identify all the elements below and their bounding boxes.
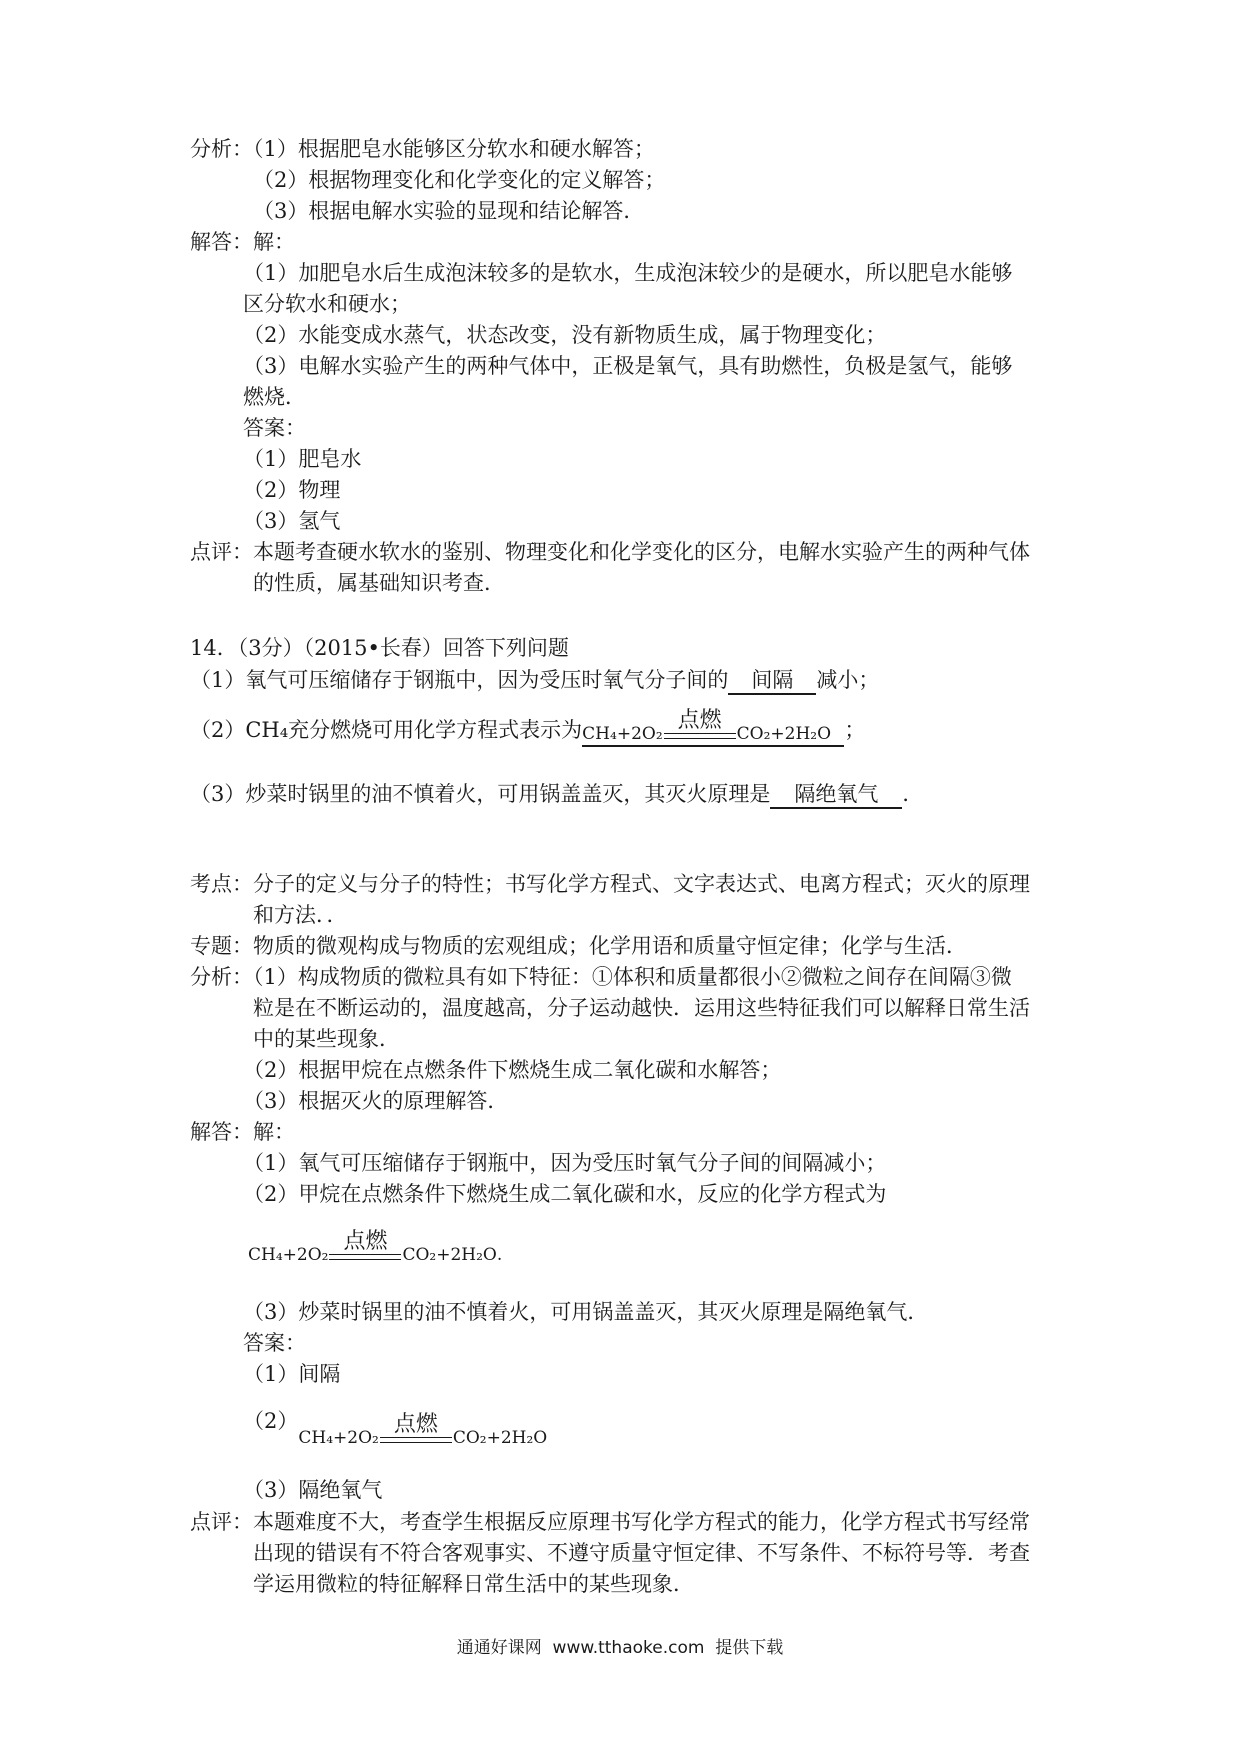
q13-analysis-line-1: 分析：（1）根据肥皂水能够区分软水和硬水解答； (190, 137, 655, 161)
q14-part-2: （2）CH₄充分燃烧可用化学方程式表示为 CH₄+2O₂ 点燃 CO₂+2H₂O ； (190, 700, 865, 760)
q14-kaodian-line-2: 和方法．． (253, 903, 348, 927)
q14-blank-3: 隔绝氧气 (770, 781, 902, 809)
q14-blank-1: 间隔 (728, 667, 816, 695)
page-footer (0, 1636, 1240, 1660)
footer-action: 提供下载 (715, 1638, 784, 1658)
footer-site: 通通好课网 (456, 1638, 542, 1658)
q14-analysis-line-1: 分析：（1）构成物质的微粒具有如下特征：①体积和质量都很小②微粒之间存在间隔③微 (190, 965, 1012, 989)
equation-solution: CH₄+2O₂ 点燃 CO₂+2H₂O . (248, 1229, 503, 1265)
q13-answer-label: 答案： (243, 416, 306, 440)
q13-answer-3: （3）氢气 (243, 509, 341, 533)
q14-zhuanti: 专题：物质的微观构成与物质的宏观组成；化学用语和质量守恒定律；化学与生活． (190, 934, 967, 958)
q14-analysis-line-4: （2）根据甲烷在点燃条件下燃烧生成二氧化碳和水解答； (243, 1058, 782, 1082)
q14-comment-line-3: 学运用微粒的特征解释日常生活中的某些现象． (253, 1572, 694, 1596)
q14-blank-2 (582, 709, 844, 747)
q14-part-3: （3）炒菜时锅里的油不慎着火，可用锅盖盖灭，其灭火原理是 隔绝氧气 ． (190, 780, 923, 809)
q14-solution-label: 解答：解： (190, 1120, 295, 1144)
q13-solution-line-3: （2）水能变成水蒸气，状态改变，没有新物质生成，属于物理变化； (243, 323, 887, 347)
q14-comment-line-2: 出现的错误有不符合客观事实、不遵守质量守恒定律、不写条件、不标符号等．考查 (253, 1541, 1030, 1565)
equation-blank: CH₄+2O₂ 点燃 CO₂+2H₂O (582, 708, 832, 744)
q13-solution-line-2: 区分软水和硬水； (243, 292, 411, 316)
q14-solution-equation (248, 1210, 502, 1266)
q14-kaodian-line-1: 考点：分子的定义与分子的特性；书写化学方程式、文字表达式、电离方程式；灭火的原理 (190, 872, 1030, 896)
q14-header: 14．（3分）（2015•长春）回答下列问题 (190, 636, 569, 660)
q13-solution-line-5: 燃烧． (243, 385, 306, 409)
q14-solution-line-3: （3）炒菜时锅里的油不慎着火，可用锅盖盖灭，其灭火原理是隔绝氧气． (243, 1300, 929, 1324)
q13-solution-label: 解答：解： (190, 230, 295, 254)
q14-solution-line-2: （2）甲烷在点燃条件下燃烧生成二氧化碳和水，反应的化学方程式为 (243, 1182, 887, 1206)
q13-answer-2: （2）物理 (243, 478, 341, 502)
equation-answer: CH₄+2O₂ 点燃 CO₂+2H₂O (298, 1412, 548, 1448)
q14-analysis-line-5: （3）根据灭火的原理解答． (243, 1089, 509, 1113)
q14-analysis-line-3: 中的某些现象． (253, 1027, 400, 1051)
q14-comment-line-1: 点评：本题难度不大，考查学生根据反应原理书写化学方程式的能力，化学方程式书写经常 (190, 1510, 1030, 1534)
q14-solution-line-1: （1）氧气可压缩储存于钢瓶中，因为受压时氧气分子间的间隔减小； (243, 1151, 887, 1175)
footer-url[interactable]: www.tthaoke.com (552, 1638, 705, 1658)
q13-solution-line-1: （1）加肥皂水后生成泡沫较多的是软水，生成泡沫较少的是硬水，所以肥皂水能够 (243, 261, 1013, 285)
q14-part-1: （1）氧气可压缩储存于钢瓶中，因为受压时氧气分子间的 间隔 减小； (190, 666, 879, 695)
reaction-condition: 点燃 (664, 709, 736, 745)
q14-answer-label: 答案： (243, 1331, 306, 1355)
reaction-condition: 点燃 (380, 1413, 452, 1449)
q13-analysis-line-2: （2）根据物理变化和化学变化的定义解答； (253, 168, 666, 192)
reaction-condition: 点燃 (329, 1230, 401, 1266)
q13-solution-line-4: （3）电解水实验产生的两种气体中，正极是氧气，具有助燃性，负极是氢气，能够 (243, 354, 1013, 378)
q13-answer-1: （1）肥皂水 (243, 447, 362, 471)
q14-answer-3: （3）隔绝氧气 (243, 1478, 383, 1502)
q13-comment-line-2: 的性质，属基础知识考查． (253, 571, 505, 595)
q13-analysis-line-3: （3）根据电解水实验的显现和结论解答． (253, 199, 645, 223)
q14-answer-2: （2） CH₄+2O₂ 点燃 CO₂+2H₂O (243, 1409, 548, 1448)
q14-analysis-line-2: 粒是在不断运动的，温度越高，分子运动越快．运用这些特征我们可以解释日常生活 (253, 996, 1030, 1020)
q13-comment-line-1: 点评：本题考查硬水软水的鉴别、物理变化和化学变化的区分，电解水实验产生的两种气体 (190, 540, 1030, 564)
q14-answer-1: （1）间隔 (243, 1362, 341, 1386)
